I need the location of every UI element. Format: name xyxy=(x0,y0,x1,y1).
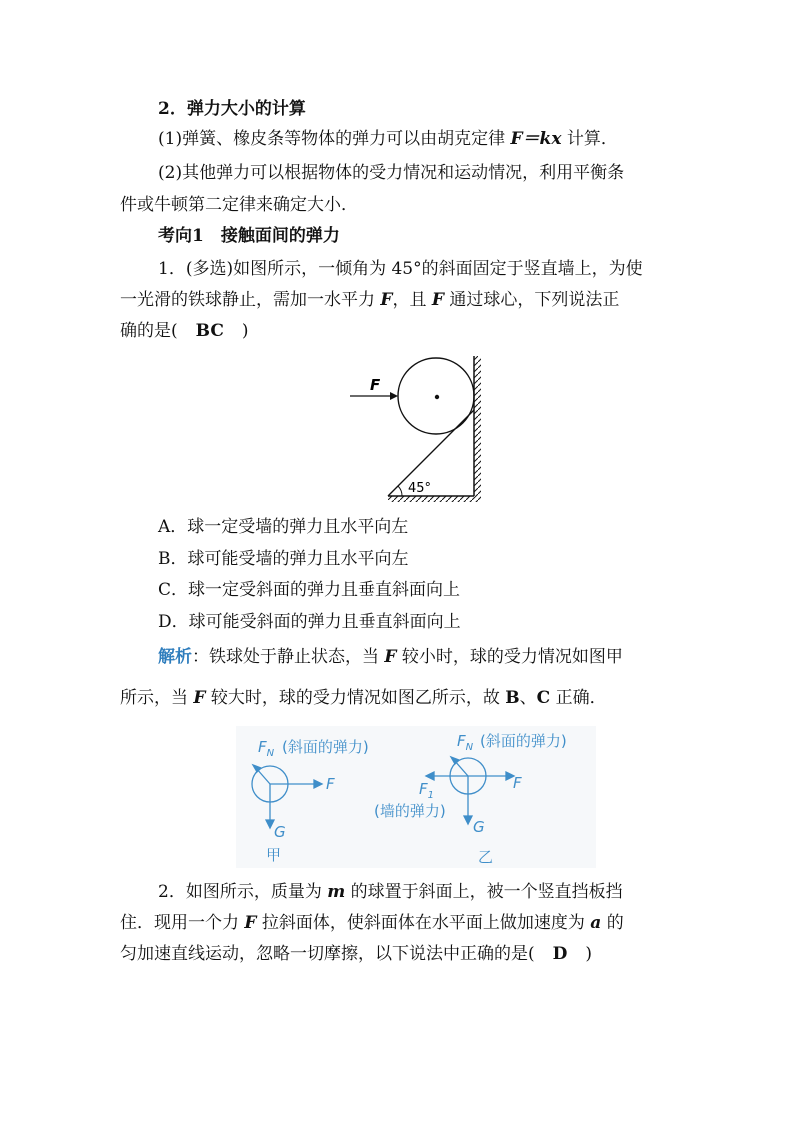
q1-figure xyxy=(340,350,490,505)
g-label-yi: G xyxy=(473,818,485,836)
angle-arc xyxy=(398,486,402,496)
fn-desc-yi: (斜面的弹力) xyxy=(480,732,567,750)
text: 正确． xyxy=(550,688,607,708)
hooke-paragraph xyxy=(158,127,618,151)
var-m: m xyxy=(327,882,346,902)
q2-line-1 xyxy=(158,880,623,904)
q1-line-1: 1．(多选)如图所示，一倾角为 45°的斜面固定于竖直墙上，为使 xyxy=(158,259,643,279)
choice-c: C xyxy=(536,688,551,708)
var-f: F xyxy=(193,688,206,708)
caption-jia: 甲 xyxy=(266,846,282,864)
text: (1)弹簧、橡皮条等物体的弹力可以由胡克定律 xyxy=(158,129,511,149)
fn-label-jia: $F_N$ xyxy=(258,738,275,759)
analysis-label: 解析 xyxy=(158,647,192,667)
text: 所示，当 xyxy=(120,688,194,708)
text: ) xyxy=(241,321,249,341)
var-f: F xyxy=(380,290,393,310)
ground-hatch xyxy=(388,496,481,502)
text: 较小时，球的受力情况如图甲 xyxy=(396,647,623,667)
text: 一光滑的铁球静止，需加一水平力 xyxy=(120,290,381,310)
analysis-line-2 xyxy=(120,686,607,710)
topic-heading: 考向1 接触面间的弹力 xyxy=(158,226,340,246)
force-label: F xyxy=(370,376,381,394)
option-c: C．球一定受斜面的弹力且垂直斜面向上 xyxy=(158,580,461,600)
wall-hatch xyxy=(474,356,481,496)
var-f: F xyxy=(384,647,397,667)
f1-label-yi: $F_1$ xyxy=(419,780,435,801)
q1-line-2 xyxy=(120,288,619,312)
var-f: F xyxy=(244,913,257,933)
text: ：铁球处于静止状态，当 xyxy=(192,647,385,667)
paragraph-2-line-2: 件或牛顿第二定律来确定大小． xyxy=(120,195,358,215)
angle-label: 45° xyxy=(408,481,432,496)
q1-answer: BC xyxy=(195,321,224,341)
text: 的 xyxy=(601,913,624,933)
text: 确的是( xyxy=(120,321,178,341)
choice-b: B xyxy=(505,688,520,708)
q2-line-3 xyxy=(120,942,592,966)
text: 匀加速直线运动，忽略一切摩擦，以下说法中正确的是( xyxy=(120,944,535,964)
text: 、 xyxy=(519,688,537,708)
text: 通过球心，下列说法正 xyxy=(443,290,620,310)
q2-answer: D xyxy=(552,944,568,964)
option-b: B．球可能受墙的弹力且水平向左 xyxy=(158,549,409,569)
force-diagrams xyxy=(236,726,596,868)
text: 住．现用一个力 xyxy=(120,913,245,933)
section-heading: 2．弹力大小的计算 xyxy=(158,99,306,119)
f-label-yi: F xyxy=(513,774,522,792)
var-f: F xyxy=(431,290,444,310)
analysis-line-1 xyxy=(158,645,623,669)
option-a: A．球一定受墙的弹力且水平向左 xyxy=(158,517,409,537)
q1-line-3 xyxy=(120,319,249,343)
fn-label-yi: $F_N$ xyxy=(457,732,474,753)
text: ) xyxy=(585,944,593,964)
hooke-formula: F＝kx xyxy=(510,129,562,149)
f-label-jia: F xyxy=(326,775,335,793)
text: 计算． xyxy=(561,129,618,149)
g-label-jia: G xyxy=(274,823,286,841)
text: ，且 xyxy=(392,290,432,310)
paragraph-2-line-1: (2)其他弹力可以根据物体的受力情况和运动情况，利用平衡条 xyxy=(158,163,625,183)
text: 较大时，球的受力情况如图乙所示，故 xyxy=(205,688,506,708)
var-a: a xyxy=(590,913,602,933)
text: 的球置于斜面上，被一个竖直挡板挡 xyxy=(345,882,623,902)
text: 拉斜面体，使斜面体在水平面上做加速度为 xyxy=(256,913,591,933)
ball-center xyxy=(435,395,439,399)
caption-yi: 乙 xyxy=(478,848,494,866)
q2-line-2 xyxy=(120,911,624,935)
wall-force-desc: (墙的弹力) xyxy=(374,802,446,820)
text: 2．如图所示，质量为 xyxy=(158,882,328,902)
fn-desc-jia: (斜面的弹力) xyxy=(282,738,369,756)
force-arrowhead xyxy=(390,392,398,400)
option-d: D．球可能受斜面的弹力且垂直斜面向上 xyxy=(158,612,461,632)
